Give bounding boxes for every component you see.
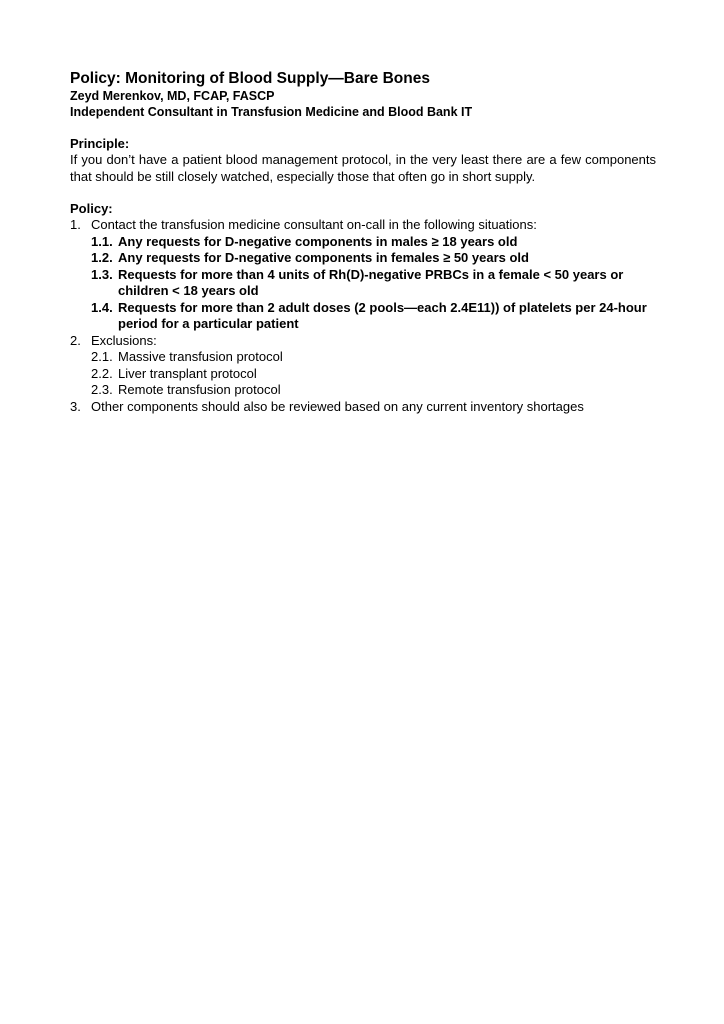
policy-item-1-1: 1.1. Any requests for D-negative components in males ≥ 18 years old: [91, 233, 518, 249]
principle-heading: Principle:: [70, 136, 130, 151]
policy-item-1: 1. Contact the transfusion medicine consultant on-call in the following situations:: [70, 217, 537, 232]
policy-item-2-2: 2.2. Liver transplant protocol: [91, 365, 257, 381]
policy-item-1-2: 1.2. Any requests for D-negative components in females ≥ 50 years old: [91, 250, 529, 265]
policy-item-1-4: 1.4. Requests for more than 2 adult doses (2 pools—each 2.4E11)) of platelets per 24-hour period for a particular patient: [91, 299, 647, 331]
author: Zeyd Merenkov, MD, FCAP, FASCP: [70, 89, 275, 103]
policy-item-2: 2. Exclusions:: [70, 332, 157, 348]
principle-text: If you don’t have a patient blood management protocol, in the very least there are a few components that should be still closely watched, especially those that often go in short supply.: [70, 152, 656, 184]
policy-item-2-1: 2.1. Massive transfusion protocol: [91, 349, 283, 364]
policy-item-2-3: 2.3. Remote transfusion protocol: [91, 382, 281, 397]
policy-item-3: 3. Other components should also be reviewed based on any current inventory shortages: [70, 398, 584, 414]
policy-item-1-3: 1.3. Requests for more than 4 units of Rh(D)-negative PRBCs in a female < 50 years or children < 18 years old: [91, 266, 624, 298]
doc-title: Policy: Monitoring of Blood Supply—Bare Bones: [70, 70, 430, 87]
policy-heading: Policy:: [70, 201, 113, 216]
affiliation: Independent Consultant in Transfusion Medicine and Blood Bank IT: [70, 105, 473, 119]
document-page: [70, 70, 656, 415]
